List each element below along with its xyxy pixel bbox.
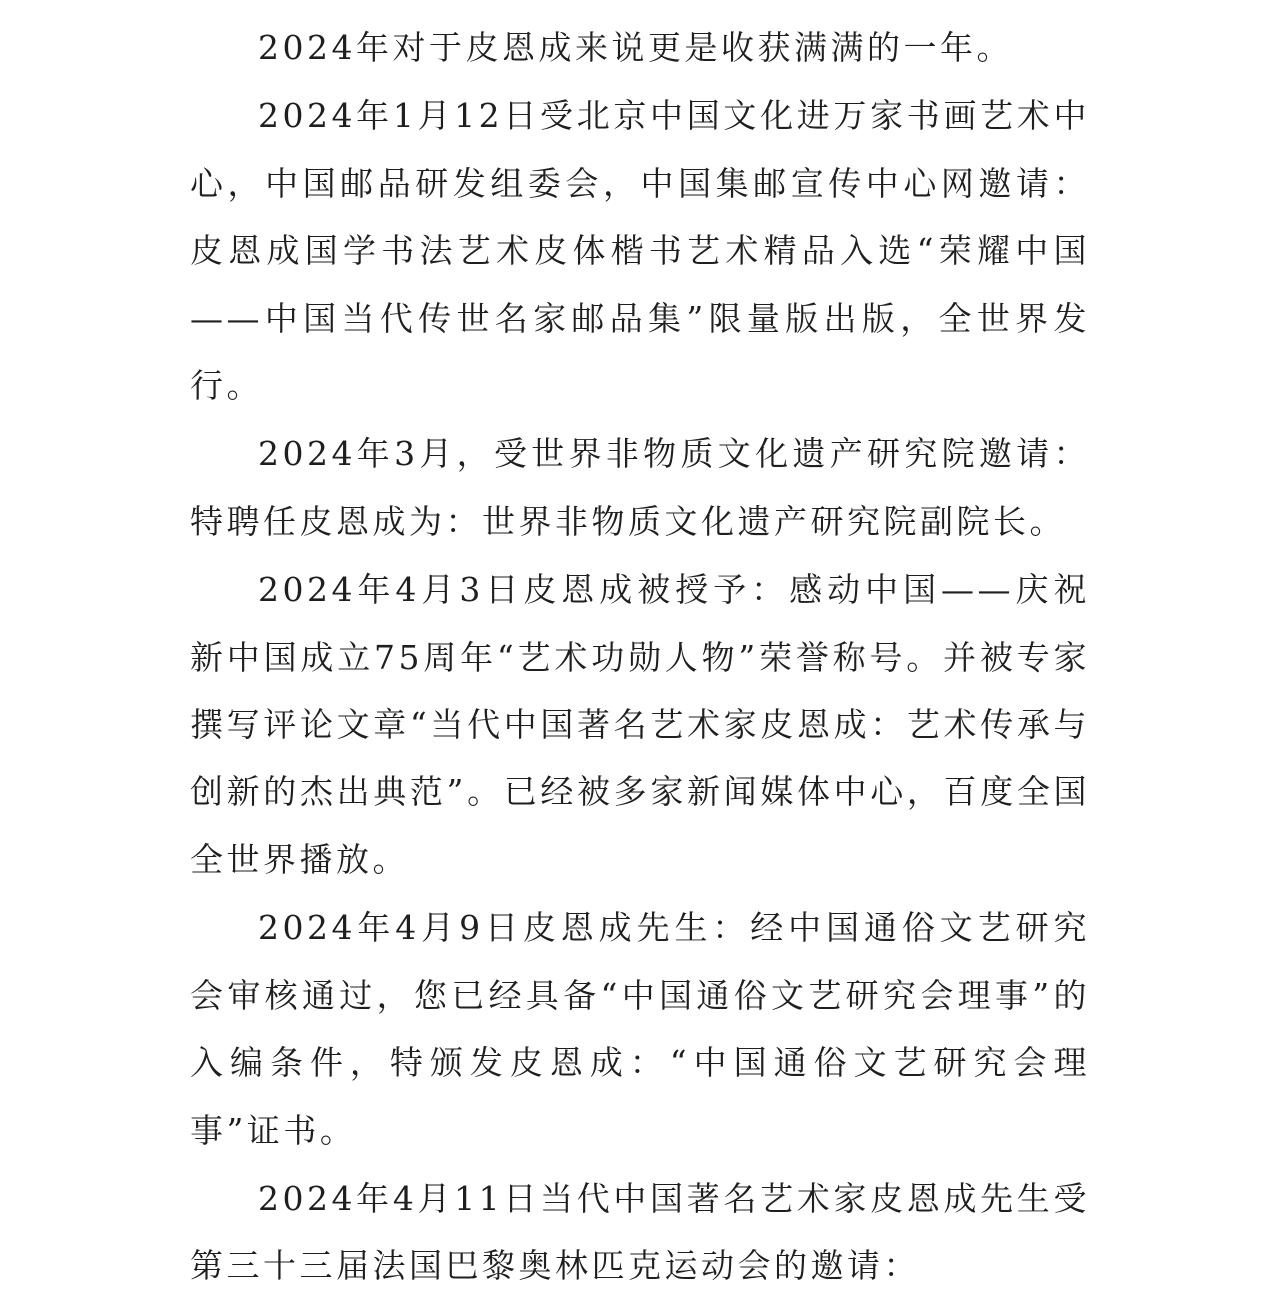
paragraph-1: 2024年对于皮恩成来说更是收获满满的一年。 xyxy=(258,28,1013,67)
paragraph-4: 2024年4月3日皮恩成被授予：感动中国——庆祝新中国成立75周年“艺术功勋人物”荣誉称号。并被专家撰写评论文章“当代中国著名艺术家皮恩成：艺术传承与创新的杰出典范”。已经被多家新闻媒体中心，百度全国全世界播放。 xyxy=(190,570,1090,879)
paragraph-3: 2024年3月，受世界非物质文化遗产研究院邀请：特聘任皮恩成为：世界非物质文化遗产研究院副院长。 xyxy=(190,434,1090,541)
document-body xyxy=(190,14,1090,1301)
paragraph-6: 2024年4月11日当代中国著名艺术家皮恩成先生受第三十三届法国巴黎奥林匹克运动会的邀请： xyxy=(190,1178,1090,1286)
paragraph-5: 2024年4月9日皮恩成先生：经中国通俗文艺研究会审核通过，您已经具备“中国通俗文艺研究会理事”的入编条件，特颁发皮恩成：“中国通俗文艺研究会理事”证书。 xyxy=(190,908,1090,1150)
paragraph-2: 2024年1月12日受北京中国文化进万家书画艺术中心，中国邮品研发组委会，中国集邮宣传中心网邀请：皮恩成国学书法艺术皮体楷书艺术精品入选“荣耀中国——中国当代传世名家邮品集”限量版出版，全世界发行。 xyxy=(190,96,1090,406)
